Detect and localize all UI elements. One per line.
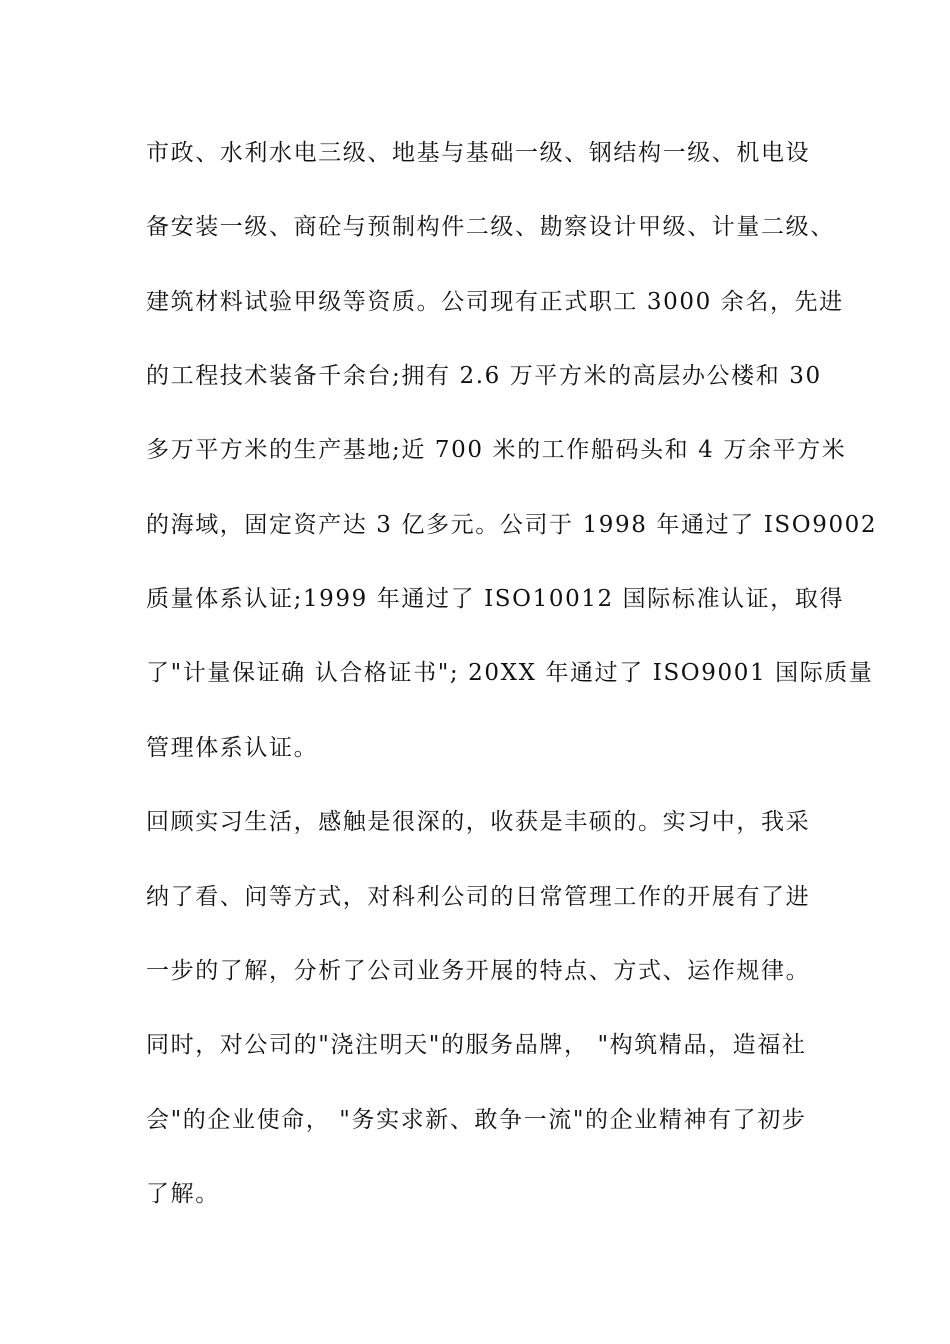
text-line-8: 了"计量保证确 认合格证书"; 20XX 年通过了 ISO9001 国际质量 <box>146 660 874 686</box>
text-line-6: 的海域，固定资产达 3 亿多元。公司于 1998 年通过了 ISO9002 <box>146 512 878 538</box>
text-line-4: 的工程技术装备千余台;拥有 2.6 万平方米的高层办公楼和 30 <box>146 363 822 389</box>
text-line-5: 多万平方米的生产基地;近 700 米的工作船码头和 4 万余平方米 <box>146 437 847 463</box>
text-line-3: 建筑材料试验甲级等资质。公司现有正式职工 3000 余名，先进 <box>146 289 844 315</box>
text-line-12: 一步的了解，分析了公司业务开展的特点、方式、运作规律。 <box>146 958 811 984</box>
text-line-11: 纳了看、问等方式，对科利公司的日常管理工作的开展有了进 <box>146 884 811 910</box>
text-line-10: 回顾实习生活，感触是很深的，收获是丰硕的。实习中，我采 <box>146 809 811 835</box>
text-line-1: 市政、水利水电三级、地基与基础一级、钢结构一级、机电设 <box>146 140 811 166</box>
text-line-14: 会"的企业使命， "务实求新、敢争一流"的企业精神有了初步 <box>146 1107 807 1133</box>
text-line-9: 管理体系认证。 <box>146 735 319 761</box>
text-line-2: 备安装一级、商砼与预制构件二级、勘察设计甲级、计量二级、 <box>146 214 835 240</box>
text-line-15: 了解。 <box>146 1181 220 1207</box>
text-line-13: 同时，对公司的"浇注明天"的服务品牌， "构筑精品，造福社 <box>146 1032 807 1058</box>
text-line-7: 质量体系认证;1999 年通过了 ISO10012 国际标准认证，取得 <box>146 586 845 612</box>
